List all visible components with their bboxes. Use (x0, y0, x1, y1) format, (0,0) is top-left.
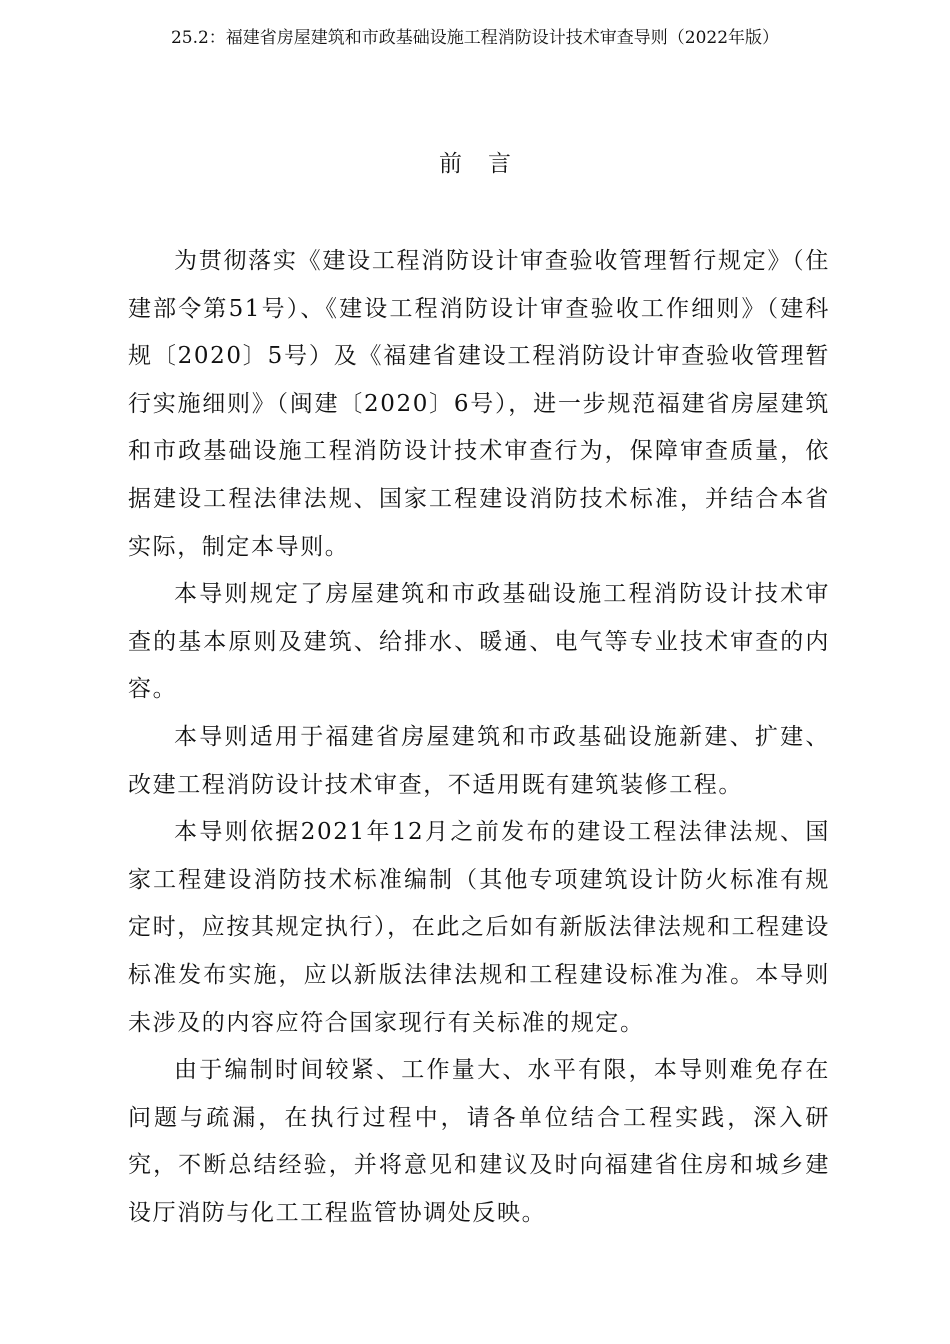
paragraph-purpose: 为贯彻落实《建设工程消防设计审查验收管理暂行规定》（住建部令第51号）、《建设工程消防设计审查验收工作细则》（建科规〔2020〕5号）及《福建省建设工程消防设计审查验收管理暂行实施细则》（闽建〔2020〕6号），进一步规范福建省房屋建筑和市政基础设施工程消防设计技术审查行为，保障审查质量，依据建设工程法律法规、国家工程建设消防技术标准，并结合本省实际，制定本导则。 (128, 248, 830, 560)
page-title: 前言 (439, 151, 537, 177)
body-text (128, 238, 830, 1237)
running-header: 25.2：福建省房屋建筑和市政基础设施工程消防设计技术审查导则（2022年版） (170, 28, 780, 48)
paragraph-basis: 本导则依据2021年12月之前发布的建设工程法律法规、国家工程建设消防技术标准编制（其他专项建筑设计防火标准有规定时，应按其规定执行），在此之后如有新版法律法规和工程建设标准发布实施，应以新版法律法规和工程建设标准为准。本导则未涉及的内容应符合国家现行有关标准的规定。 (128, 819, 830, 1036)
paragraph-applicability: 本导则适用于福建省房屋建筑和市政基础设施新建、扩建、改建工程消防设计技术审查，不适用既有建筑装修工程。 (128, 723, 830, 798)
paragraph-feedback: 由于编制时间较紧、工作量大、水平有限，本导则难免存在问题与疏漏，在执行过程中，请各单位结合工程实践，深入研究，不断总结经验，并将意见和建议及时向福建省住房和城乡建设厅消防与化工工程监管协调处反映。 (128, 1057, 830, 1226)
paragraph-scope-content: 本导则规定了房屋建筑和市政基础设施工程消防设计技术审查的基本原则及建筑、给排水、暖通、电气等专业技术审查的内容。 (128, 581, 830, 703)
